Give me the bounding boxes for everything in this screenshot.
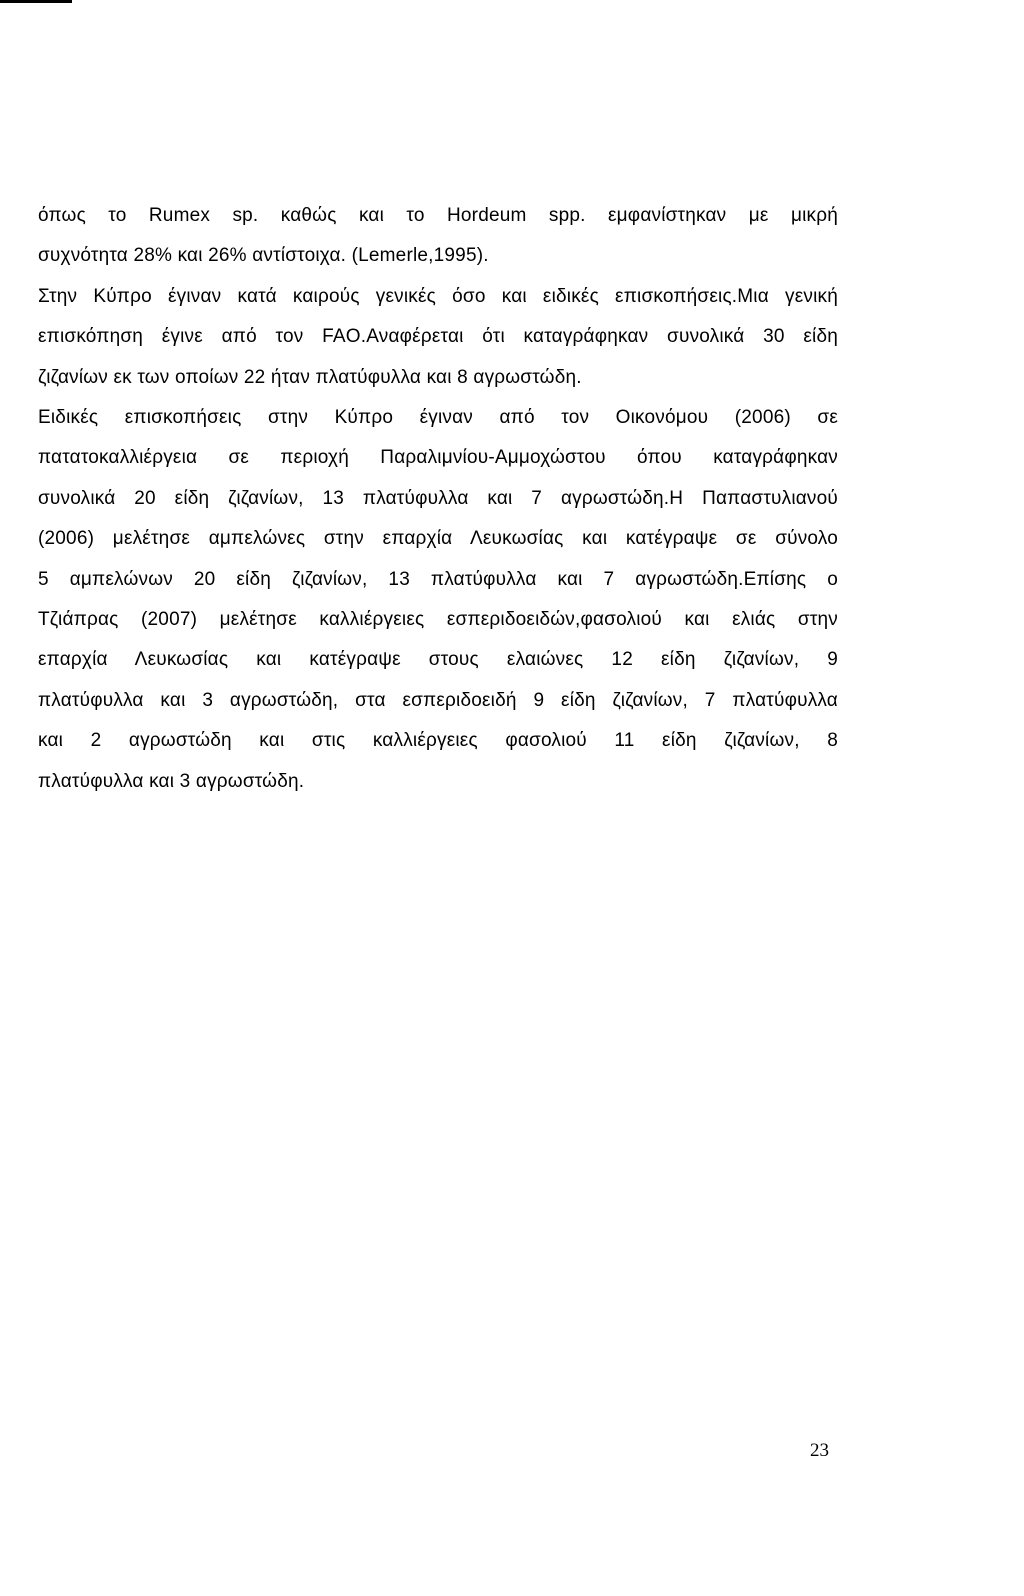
page-number: 23 bbox=[810, 1440, 829, 1461]
text-line: συχνότητα 28% και 26% αντίστοιχα. (Lemerle,1995). bbox=[38, 245, 489, 267]
text-line: όπως το Rumex sp. καθώς και το Hordeum spp. εμφανίστηκαν με μικρή bbox=[38, 205, 838, 226]
text-line: συνολικά 20 είδη ζιζανίων, 13 πλατύφυλλα και 7 αγρωστώδη.Η Παπαστυλιανού bbox=[38, 487, 838, 509]
text-line: πλατύφυλλα και 3 αγρωστώδη. bbox=[38, 770, 305, 792]
top-rule bbox=[0, 0, 72, 3]
text-line: 5 αμπελώνων 20 είδη ζιζανίων, 13 πλατύφυλλα και 7 αγρωστώδη.Επίσης ο bbox=[38, 568, 838, 590]
text-line: πλατύφυλλα και 3 αγρωστώδη, στα εσπεριδοειδή 9 είδη ζιζανίων, 7 πλατύφυλλα bbox=[38, 689, 838, 711]
body-text bbox=[38, 196, 838, 802]
text-line: Ειδικές επισκοπήσεις στην Κύπρο έγιναν από τον Οικονόμου (2006) σε bbox=[38, 407, 838, 429]
text-line: Στην Κύπρο έγιναν κατά καιρούς γενικές όσο και ειδικές επισκοπήσεις.Μια γενική bbox=[38, 285, 838, 307]
text-line: επαρχία Λευκωσίας και κατέγραψε στους ελαιώνες 12 είδη ζιζανίων, 9 bbox=[38, 649, 838, 671]
text-line: Τζιάπρας (2007) μελέτησε καλλιέργειες εσπεριδοειδών,φασολιού και ελιάς στην bbox=[38, 609, 838, 631]
text-line: και 2 αγρωστώδη και στις καλλιέργειες φασολιού 11 είδη ζιζανίων, 8 bbox=[38, 730, 838, 752]
text-line: πατατοκαλλιέργεια σε περιοχή Παραλιμνίου-Αμμοχώστου όπου καταγράφηκαν bbox=[38, 447, 838, 469]
text-line: ζιζανίων εκ των οποίων 22 ήταν πλατύφυλλα και 8 αγρωστώδη. bbox=[38, 366, 582, 388]
text-line: επισκόπηση έγινε από τον FAO.Αναφέρεται ότι καταγράφηκαν συνολικά 30 είδη bbox=[38, 326, 838, 348]
text-line: (2006) μελέτησε αμπελώνες στην επαρχία Λευκωσίας και κατέγραψε σε σύνολο bbox=[38, 528, 838, 550]
